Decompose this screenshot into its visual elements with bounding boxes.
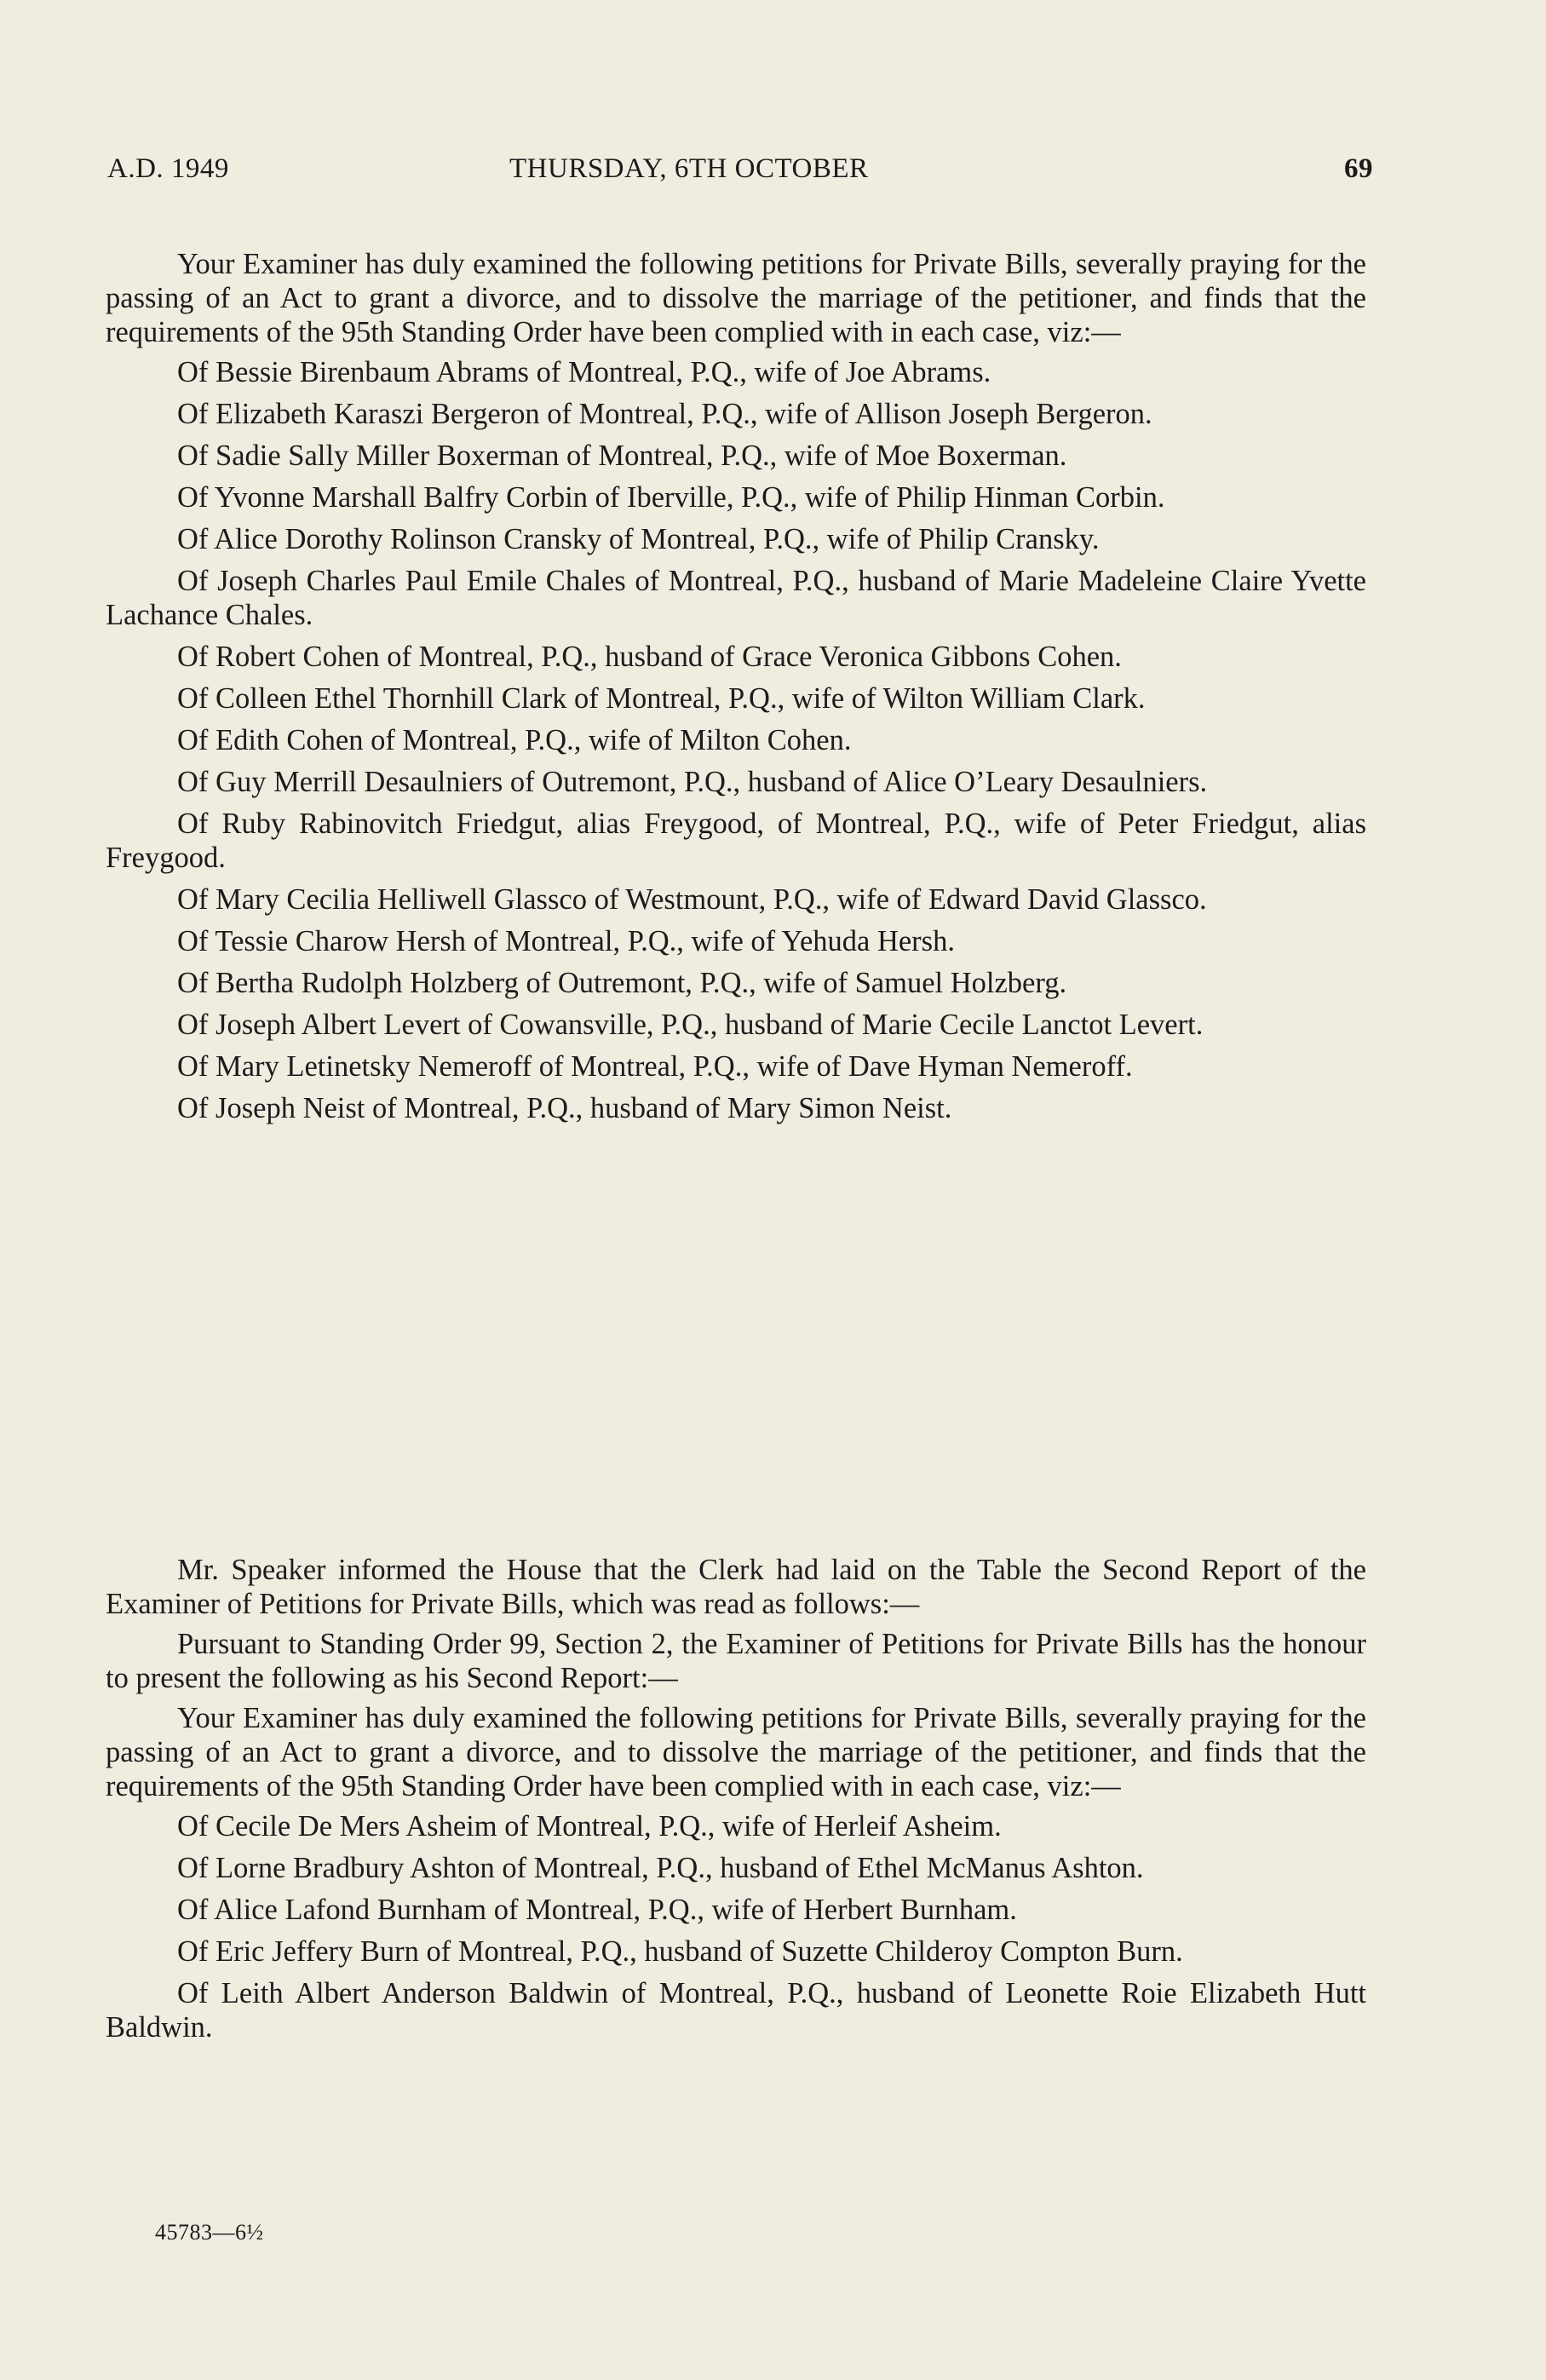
petition-entry: Of Leith Albert Anderson Baldwin of Montreal, P.Q., husband of Leonette Roie Elizabeth Hutt Baldwin.	[106, 1977, 1366, 2044]
petition-entry: Of Robert Cohen of Montreal, P.Q., husband of Grace Veronica Gibbons Cohen.	[177, 641, 1122, 673]
petition-entry: Of Ruby Rabinovitch Friedgut, alias Freygood, of Montreal, P.Q., wife of Peter Friedgut, alias Freygood.	[106, 808, 1366, 874]
examiner-intro-paragraph: Your Examiner has duly examined the following petitions for Private Bills, severally praying for the passing of an Act to grant a divorce, and to dissolve the marriage of the petitioner, and finds that the requirements of the 95th Standing Order have been complied with in each case, viz:—	[106, 248, 1366, 348]
petition-entry: Of Colleen Ethel Thornhill Clark of Montreal, P.Q., wife of Wilton William Clark.	[177, 682, 1146, 715]
petition-entry: Of Eric Jeffery Burn of Montreal, P.Q., husband of Suzette Childeroy Compton Burn.	[177, 1935, 1183, 1968]
printer-code: 45783—6½	[155, 2220, 264, 2245]
petition-entry: Of Sadie Sally Miller Boxerman of Montreal, P.Q., wife of Moe Boxerman.	[177, 440, 1067, 472]
petition-entry: Of Tessie Charow Hersh of Montreal, P.Q., wife of Yehuda Hersh.	[177, 925, 955, 957]
petition-entry: Of Alice Dorothy Rolinson Cransky of Montreal, P.Q., wife of Philip Cransky.	[177, 523, 1100, 555]
running-head	[107, 153, 1373, 191]
petition-entry: Of Alice Lafond Burnham of Montreal, P.Q., wife of Herbert Burnham.	[177, 1894, 1017, 1926]
petition-entry: Of Bessie Birenbaum Abrams of Montreal, P.Q., wife of Joe Abrams.	[177, 356, 991, 388]
petition-entry: Of Mary Cecilia Helliwell Glassco of Westmount, P.Q., wife of Edward David Glassco.	[177, 883, 1207, 916]
speaker-announcement-paragraph: Mr. Speaker informed the House that the Clerk had laid on the Table the Second Report of the Examiner of Petitions for Private Bills, which was read as follows:—	[106, 1554, 1366, 1620]
petition-entry: Of Joseph Albert Levert of Cowansville, P.Q., husband of Marie Cecile Lanctot Levert.	[177, 1009, 1204, 1041]
pursuant-paragraph: Pursuant to Standing Order 99, Section 2, the Examiner of Petitions for Private Bills has the honour to present the following as his Second Report:—	[106, 1628, 1366, 1694]
petition-entry: Of Joseph Charles Paul Emile Chales of Montreal, P.Q., husband of Marie Madeleine Claire Yvette Lachance Chales.	[106, 565, 1366, 631]
petition-entry: Of Yvonne Marshall Balfry Corbin of Iberville, P.Q., wife of Philip Hinman Corbin.	[177, 481, 1165, 514]
header-year: A.D. 1949	[107, 153, 229, 184]
examiner-intro-paragraph: Your Examiner has duly examined the following petitions for Private Bills, severally praying for the passing of an Act to grant a divorce, and to dissolve the marriage of the petitioner, and finds that the requirements of the 95th Standing Order have been complied with in each case, viz:—	[106, 1702, 1366, 1802]
petition-entry: Of Bertha Rudolph Holzberg of Outremont, P.Q., wife of Samuel Holzberg.	[177, 967, 1067, 999]
petition-entry: Of Cecile De Mers Asheim of Montreal, P.Q., wife of Herleif Asheim.	[177, 1810, 1002, 1842]
page-number: 69	[1344, 153, 1373, 184]
petition-entry: Of Lorne Bradbury Ashton of Montreal, P.Q., husband of Ethel McManus Ashton.	[177, 1852, 1144, 1884]
petition-entry: Of Guy Merrill Desaulniers of Outremont, P.Q., husband of Alice O’Leary Desaulniers.	[177, 766, 1208, 798]
petition-entry: Of Joseph Neist of Montreal, P.Q., husband of Mary Simon Neist.	[177, 1092, 952, 1124]
first-report-section	[106, 247, 1366, 1133]
petition-entry: Of Elizabeth Karaszi Bergeron of Montreal, P.Q., wife of Allison Joseph Bergeron.	[177, 398, 1152, 430]
second-report-section	[106, 1553, 1366, 2052]
petition-entry: Of Edith Cohen of Montreal, P.Q., wife of Milton Cohen.	[177, 724, 852, 756]
petition-entry: Of Mary Letinetsky Nemeroff of Montreal, P.Q., wife of Dave Hyman Nemeroff.	[177, 1050, 1133, 1083]
header-date: THURSDAY, 6TH OCTOBER	[509, 153, 869, 184]
